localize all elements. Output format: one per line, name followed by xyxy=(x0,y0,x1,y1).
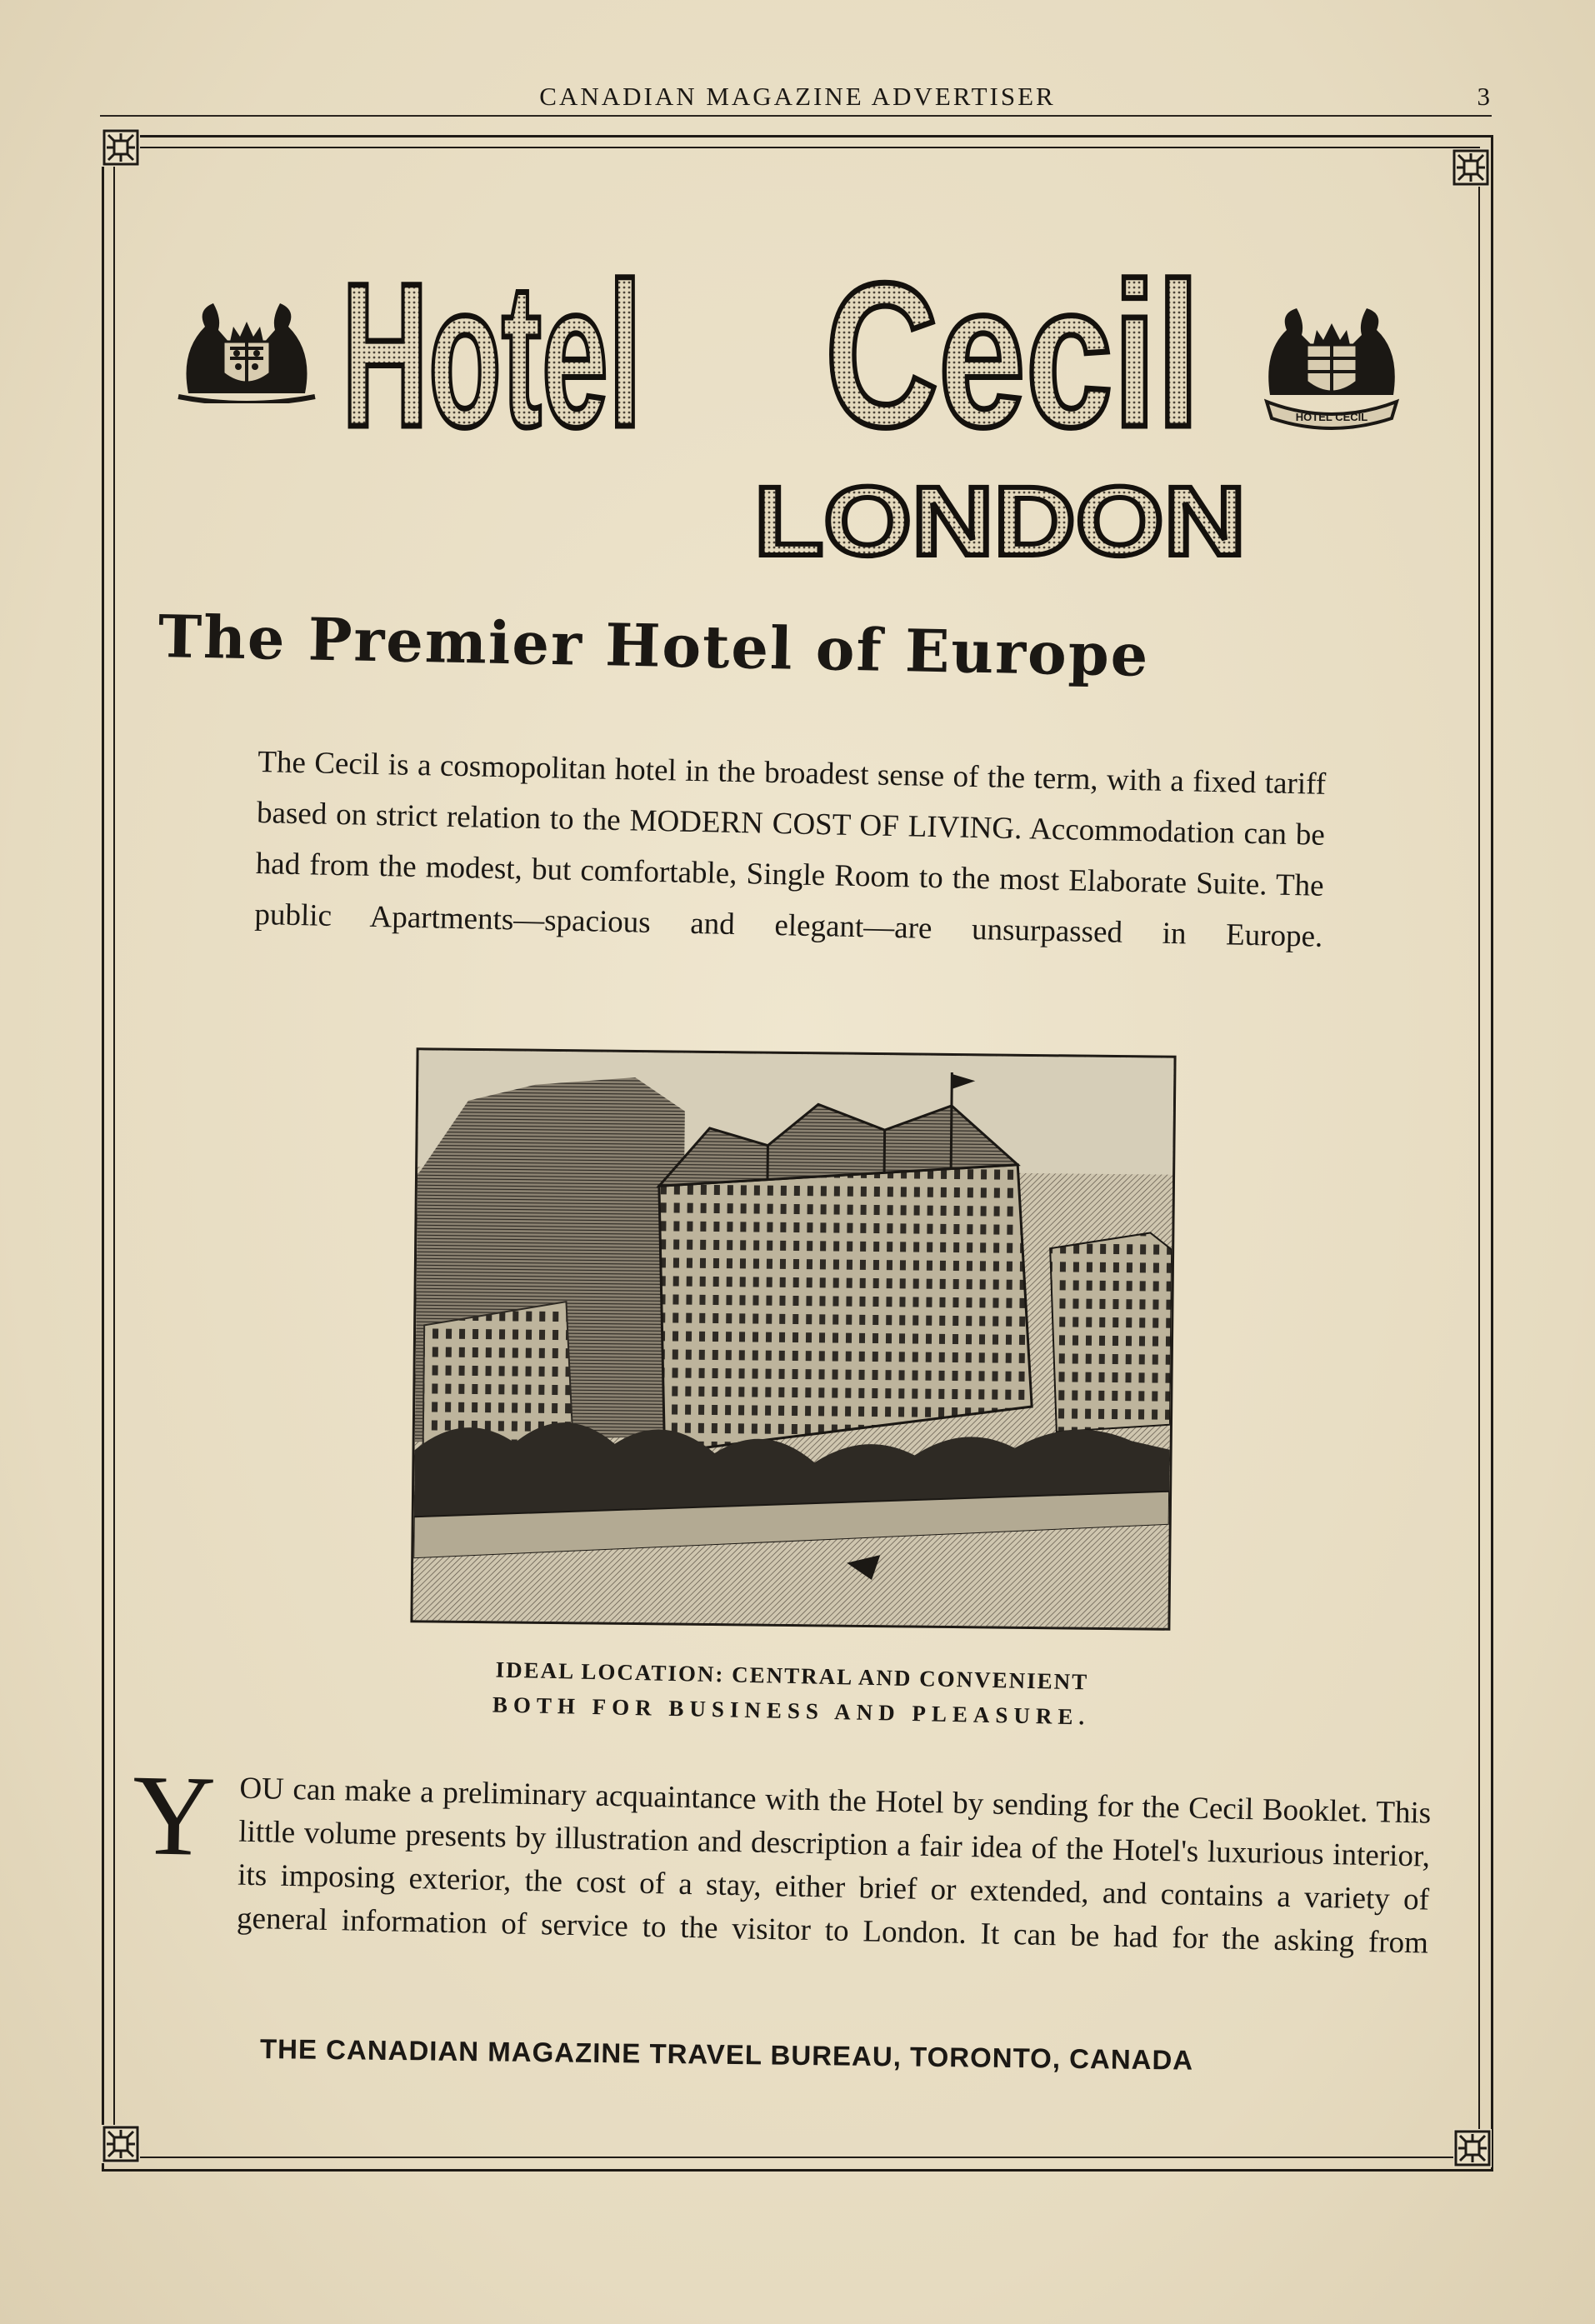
booklet-paragraph xyxy=(129,1751,1433,2009)
corner-ornament-icon xyxy=(1452,148,1490,187)
caption-line-2: BOTH FOR BUSINESS AND PLEASURE. xyxy=(492,1692,1091,1730)
corner-ornament-icon xyxy=(102,2125,140,2163)
booklet-text: OU can make a preliminary acquaintance with the Hotel by sending for the Cecil Booklet. This little volume presents by illustration and description a fair idea of the Hotel's luxurious interior, its imposing exterior, the cost of a stay, either brief or extended, and contains a variety of general information of service to the visitor to London. It can be had for the asking from xyxy=(236,1771,1432,1961)
intro-paragraph: The Cecil is a cosmopolitan hotel in the broadest sense of the term, with a fixed tariff based on strict relation to the MODERN COST OF LIVING. Accommodation can be had from the modest, but comfortable, Single Room to the most Elaborate Suite. The public Apartments—spacious and elegant—are unsurpassed in Europe. xyxy=(254,744,1327,954)
caption-line-1: IDEAL LOCATION: CENTRAL AND CONVENIENT xyxy=(495,1657,1089,1695)
corner-ornament-icon xyxy=(102,128,140,167)
hotel-name-title xyxy=(167,205,1333,572)
header-rule xyxy=(100,115,1492,117)
running-header xyxy=(0,82,1595,115)
running-title: CANADIAN MAGAZINE ADVERTISER xyxy=(539,82,1056,111)
crest-motto: HOTEL CECIL xyxy=(1295,411,1368,423)
corner-ornament-icon xyxy=(1453,2129,1492,2167)
page-number: 3 xyxy=(1477,82,1490,111)
title-word-hotel: Hotel xyxy=(342,241,642,470)
title-city: LONDON xyxy=(754,467,1246,572)
tagline: The Premier Hotel of Europe xyxy=(158,602,1151,690)
title-word-cecil: Cecil xyxy=(825,241,1200,470)
drop-cap: Y xyxy=(131,1751,218,1881)
travel-bureau-address: THE CANADIAN MAGAZINE TRAVEL BUREAU, TORONTO, CANADA xyxy=(259,2033,1194,2076)
hotel-engraving xyxy=(410,1047,1176,1631)
